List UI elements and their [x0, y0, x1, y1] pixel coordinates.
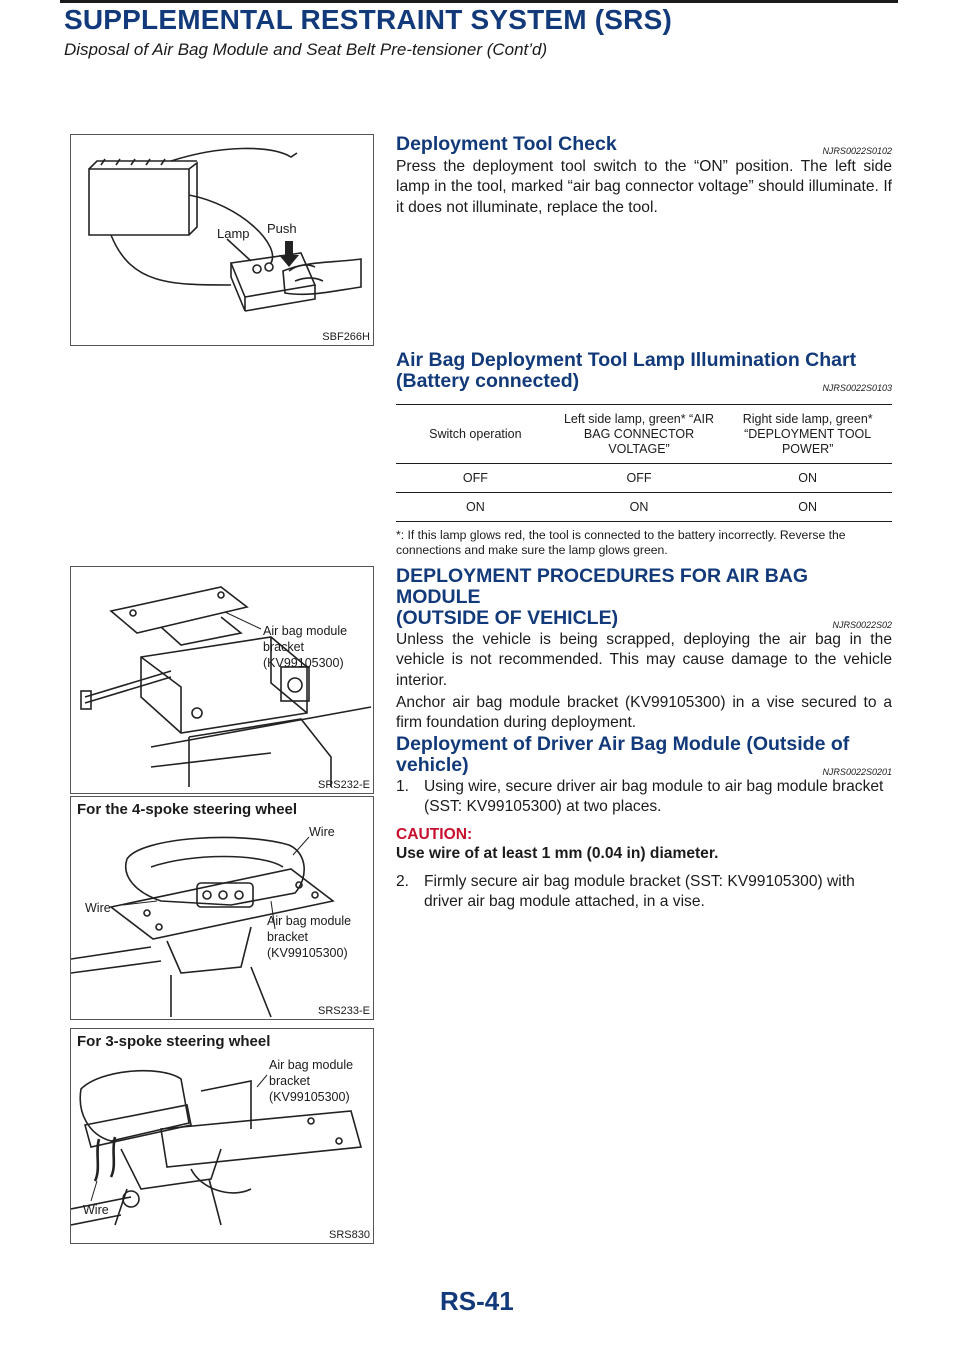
figure-4-spoke-wheel	[70, 796, 374, 1020]
table-row	[396, 493, 892, 522]
section-title: SUPPLEMENTAL RESTRAINT SYSTEM (SRS)	[64, 4, 673, 35]
page-number: RS-41	[440, 1286, 514, 1316]
figure-label-bracket	[267, 913, 351, 961]
table-header-row	[396, 405, 892, 464]
heading-line: (Battery connected)	[396, 370, 580, 393]
reference-code: NJRS0022S02	[832, 620, 892, 631]
figure-label-wire: Wire	[309, 825, 335, 839]
heading-line: Deployment of Driver Air Bag Module (Outside of	[396, 733, 850, 755]
table-header-cell: Left side lamp, green* “AIR BAG CONNECTOR VOLTAGE”	[555, 405, 724, 464]
procedure-step	[396, 777, 892, 818]
heading-line: (OUTSIDE OF VEHICLE)	[396, 607, 619, 630]
table-cell: OFF	[396, 464, 555, 493]
table-cell: ON	[723, 464, 892, 493]
paragraph: Unless the vehicle is being scrapped, deploying the air bag in the vehicle is not recommended. This may cause damage to the vehicle interior.	[396, 631, 892, 689]
figure-label-line: bracket	[269, 1074, 310, 1088]
reference-code: NJRS0022S0103	[822, 383, 892, 394]
section-driver-airbag-deployment	[396, 734, 892, 913]
figure-code: SRS232-E	[318, 779, 370, 791]
figure-deployment-tool-check	[70, 134, 374, 346]
vise-bracket-illustration	[71, 567, 373, 793]
table-cell: ON	[555, 493, 724, 522]
reference-code: NJRS0022S0102	[822, 146, 892, 157]
table-cell: ON	[723, 493, 892, 522]
figure-bracket-in-vise	[70, 566, 374, 794]
heading-line: Air Bag Deployment Tool Lamp Illumination Chart	[396, 349, 857, 371]
lamp-illumination-table	[396, 404, 892, 522]
figure-label-bracket	[263, 623, 347, 671]
figure-3-spoke-wheel	[70, 1028, 374, 1244]
step-text: Using wire, secure driver air bag module to air bag module bracket (SST: KV99105300) at two places.	[424, 778, 884, 816]
table-cell: OFF	[555, 464, 724, 493]
caution-label: CAUTION:	[396, 825, 473, 843]
section-deployment-procedures	[396, 566, 892, 734]
heading-deployment-tool-check	[396, 134, 892, 155]
figure-label-wire: Wire	[85, 901, 111, 915]
figure-label-bracket	[269, 1057, 353, 1105]
table-cell: ON	[396, 493, 555, 522]
figure-label-line: Air bag module	[269, 1058, 354, 1072]
section-subtitle: Disposal of Air Bag Module and Seat Belt Pre-tensioner (Cont’d)	[64, 40, 548, 59]
figure-code: SRS233-E	[318, 1005, 370, 1017]
table-footnote: *: If this lamp glows red, the tool is connected to the battery incorrectly. Reverse the connections and make sure the lamp glows green.	[396, 528, 846, 557]
figure-label-push: Push	[267, 221, 297, 236]
figure-title: For 3-spoke steering wheel	[77, 1033, 271, 1050]
heading-deployment-procedures	[396, 566, 892, 629]
figure-title: For the 4-spoke steering wheel	[77, 801, 298, 818]
section-lamp-illumination-chart	[396, 350, 892, 557]
figure-label-line: (KV99105300)	[267, 946, 348, 960]
figure-code: SBF266H	[322, 331, 370, 343]
section-deployment-tool-check	[396, 134, 892, 218]
caution-text: Use wire of at least 1 mm (0.04 in) diameter.	[396, 844, 719, 862]
figure-label-line: Air bag module	[267, 914, 352, 928]
paragraph: Anchor air bag module bracket (KV99105300) in a vise secured to a firm foundation during deployment.	[396, 694, 892, 732]
figure-label-line: bracket	[267, 930, 308, 944]
figure-label-line: Air bag module	[263, 624, 348, 638]
heading-lamp-chart	[396, 350, 892, 392]
heading-line: DEPLOYMENT PROCEDURES FOR AIR BAG MODULE	[396, 565, 809, 609]
step-number: 2.	[396, 872, 410, 890]
heading-line: vehicle)	[396, 754, 469, 777]
figure-label-lamp: Lamp	[217, 226, 250, 241]
step-number: 1.	[396, 778, 410, 796]
heading-text: Deployment Tool Check	[396, 133, 617, 155]
table-row	[396, 464, 892, 493]
figure-label-line: bracket	[263, 640, 304, 654]
reference-code: NJRS0022S0201	[822, 767, 892, 778]
step-text: Firmly secure air bag module bracket (SST: KV99105300) with driver air bag module attached, in a vise.	[424, 872, 855, 911]
figure-code: SRS830	[329, 1229, 370, 1241]
table-header-cell: Switch operation	[396, 405, 555, 464]
paragraph: Press the deployment tool switch to the “ON” position. The left side lamp in the tool, marked “air bag connector voltage” should illuminate. If it does not illuminate, replace the tool.	[396, 158, 892, 216]
procedure-step	[396, 872, 892, 913]
table-header-cell: Right side lamp, green* “DEPLOYMENT TOOL POWER”	[723, 405, 892, 464]
figure-label-line: (KV99105300)	[269, 1090, 350, 1104]
header-rule	[60, 0, 898, 3]
heading-driver-airbag-deployment	[396, 734, 892, 776]
figure-label-line: (KV99105300)	[263, 656, 344, 670]
figure-label-wire: Wire	[83, 1203, 109, 1217]
